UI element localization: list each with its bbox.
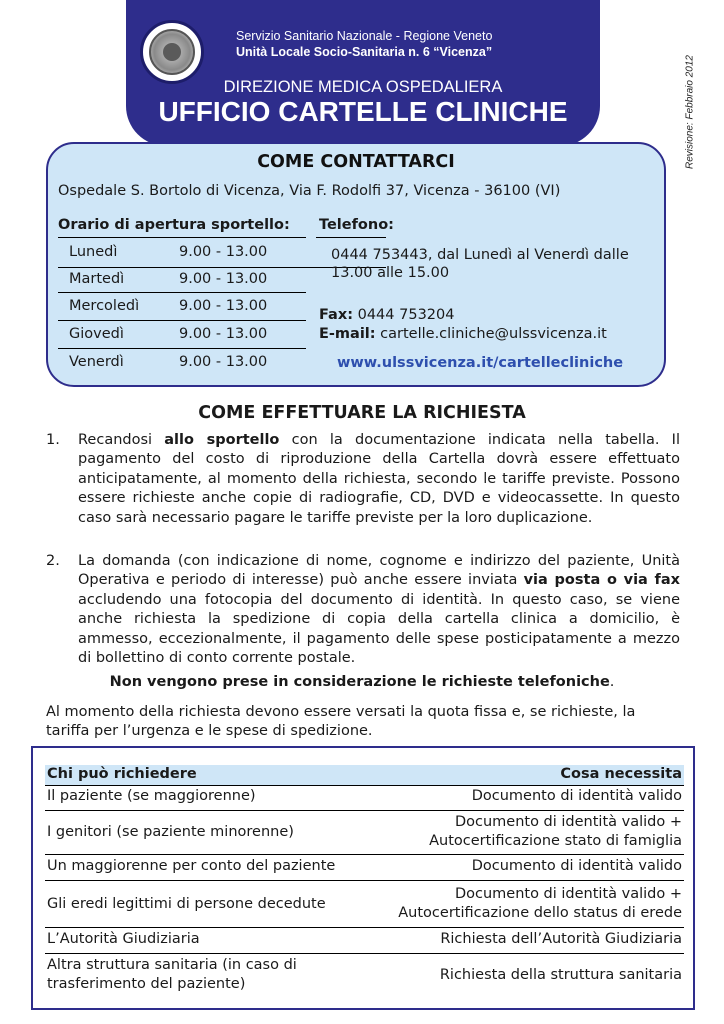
hours-time: 9.00 - 13.00 bbox=[179, 354, 268, 370]
email-address[interactable]: cartelle.cliniche@ulssvicenza.it bbox=[380, 326, 607, 342]
hours-day: Mercoledì bbox=[69, 298, 140, 314]
item-text: con la documentazione indicata nella tabella. Il pagamento del costo di riproduzione della Cartella dovrà essere effettuato anticipatamente, al momento della richiesta, secondo le tariffe previste. Possono essere richieste anche copie di radiografie, CD, DVD e videocassette. In questo caso sarà necessario pagare le tariffe previste per la loro duplicazione. bbox=[78, 432, 680, 526]
hours-time: 9.00 - 13.00 bbox=[179, 244, 268, 260]
request-section-title: COME EFFETTUARE LA RICHIESTA bbox=[198, 403, 526, 423]
revision-note: Revisione: Febbraio 2012 bbox=[684, 55, 696, 169]
phone-number: 0444 753443, dal Lunedì al Venerdì dalle 13.00 alle 15.00 bbox=[331, 247, 629, 281]
cell-who: I genitori (se paziente minorenne) bbox=[47, 824, 294, 840]
cell-who: Altra struttura sanitaria (in caso di trasferimento del paziente) bbox=[47, 957, 297, 992]
cell-need: Documento di identità valido + Autocertificazione stato di famiglia bbox=[429, 814, 682, 849]
cell-need: Documento di identità valido + Autocertificazione dello status di erede bbox=[398, 886, 682, 921]
hours-time: 9.00 - 13.00 bbox=[179, 326, 268, 342]
header-department: DIREZIONE MEDICA OSPEDALIERA bbox=[223, 78, 503, 96]
hours-time: 9.00 - 13.00 bbox=[179, 271, 268, 287]
hours-divider bbox=[58, 320, 306, 321]
item-text: accludendo una fotocopia del documento di identità. In questo caso, se viene anche richiesta la spedizione di copia della cartella clinica a domicilio, è ammesso, eccezionalmente, il pagamento delle spese posticipatamente a mezzo di bollettino di conto corrente postale. bbox=[78, 591, 680, 667]
cell-need: Documento di identità valido bbox=[471, 858, 682, 874]
cell-who: Gli eredi legittimi di persone decedute bbox=[47, 896, 326, 912]
hours-divider bbox=[58, 292, 306, 293]
hours-divider bbox=[58, 237, 306, 238]
item-text: La domanda (con indicazione di nome, cognome e indirizzo del paziente, Unità Operativa e periodo di interesse) può anche essere inviata bbox=[78, 553, 680, 589]
item-number: 2. bbox=[46, 553, 60, 569]
contact-box bbox=[46, 142, 666, 387]
hours-time: 9.00 - 13.00 bbox=[179, 298, 268, 314]
notice-bold: Non vengono prese in considerazione le richieste telefoniche bbox=[109, 674, 610, 690]
email-line bbox=[319, 326, 607, 342]
header-line-ssn: Servizio Sanitario Nazionale - Regione Veneto bbox=[236, 29, 493, 43]
fax-line bbox=[319, 307, 454, 323]
request-item-1 bbox=[46, 431, 680, 528]
table-divider bbox=[45, 880, 684, 881]
header-line-ulss: Unità Locale Socio-Sanitaria n. 6 “Vicenza” bbox=[236, 45, 493, 59]
table-divider bbox=[45, 810, 684, 811]
ulss-seal-logo bbox=[140, 20, 204, 84]
fees-note: Al momento della richiesta devono essere versati la quota fissa e, se richieste, la tariffa per l’urgenza e le spese di spedizione. bbox=[46, 704, 636, 740]
hours-day: Lunedì bbox=[69, 244, 118, 260]
request-item-2 bbox=[46, 552, 680, 668]
table-divider bbox=[45, 953, 684, 954]
item-text: Recandosi bbox=[78, 432, 165, 448]
website-link[interactable]: www.ulssvicenza.it/cartellecliniche bbox=[337, 355, 624, 371]
cell-need: Richiesta della struttura sanitaria bbox=[439, 967, 682, 983]
phone-divider bbox=[316, 237, 386, 238]
hospital-address: Ospedale S. Bortolo di Vicenza, Via F. Rodolfi 37, Vicenza - 36100 (VI) bbox=[58, 183, 561, 199]
notice-period: . bbox=[609, 674, 615, 690]
cell-need: Richiesta dell’Autorità Giudiziaria bbox=[440, 931, 682, 947]
phone-requests-notice bbox=[0, 674, 724, 690]
requirements-table bbox=[31, 746, 695, 1010]
table-divider bbox=[45, 927, 684, 928]
header-banner bbox=[126, 0, 600, 146]
col-header-who: Chi può richiedere bbox=[47, 766, 197, 782]
hours-day: Martedì bbox=[69, 271, 125, 287]
cell-who: Un maggiorenne per conto del paziente bbox=[47, 858, 336, 874]
table-header bbox=[45, 765, 684, 785]
cell-who: L’Autorità Giudiziaria bbox=[47, 931, 200, 947]
fax-number: 0444 753204 bbox=[357, 307, 455, 323]
contact-title: COME CONTATTARCI bbox=[257, 152, 455, 172]
item-text-bold: via posta o via fax bbox=[523, 572, 680, 589]
hours-divider bbox=[58, 348, 306, 349]
fax-label: Fax: bbox=[319, 307, 353, 323]
item-number: 1. bbox=[46, 432, 60, 448]
hours-day: Giovedì bbox=[69, 326, 124, 342]
table-divider bbox=[45, 854, 684, 855]
email-label: E-mail: bbox=[319, 326, 376, 342]
cell-who: Il paziente (se maggiorenne) bbox=[47, 788, 256, 804]
hours-day: Venerdì bbox=[69, 354, 124, 370]
table-divider bbox=[45, 785, 684, 786]
opening-hours-label: Orario di apertura sportello: bbox=[58, 217, 290, 233]
col-header-need: Cosa necessita bbox=[560, 766, 682, 782]
phone-label: Telefono: bbox=[319, 217, 394, 233]
item-text-bold: allo sportello bbox=[164, 432, 280, 448]
cell-need: Documento di identità valido bbox=[471, 788, 682, 804]
page-title: UFFICIO CARTELLE CLINICHE bbox=[158, 96, 568, 127]
